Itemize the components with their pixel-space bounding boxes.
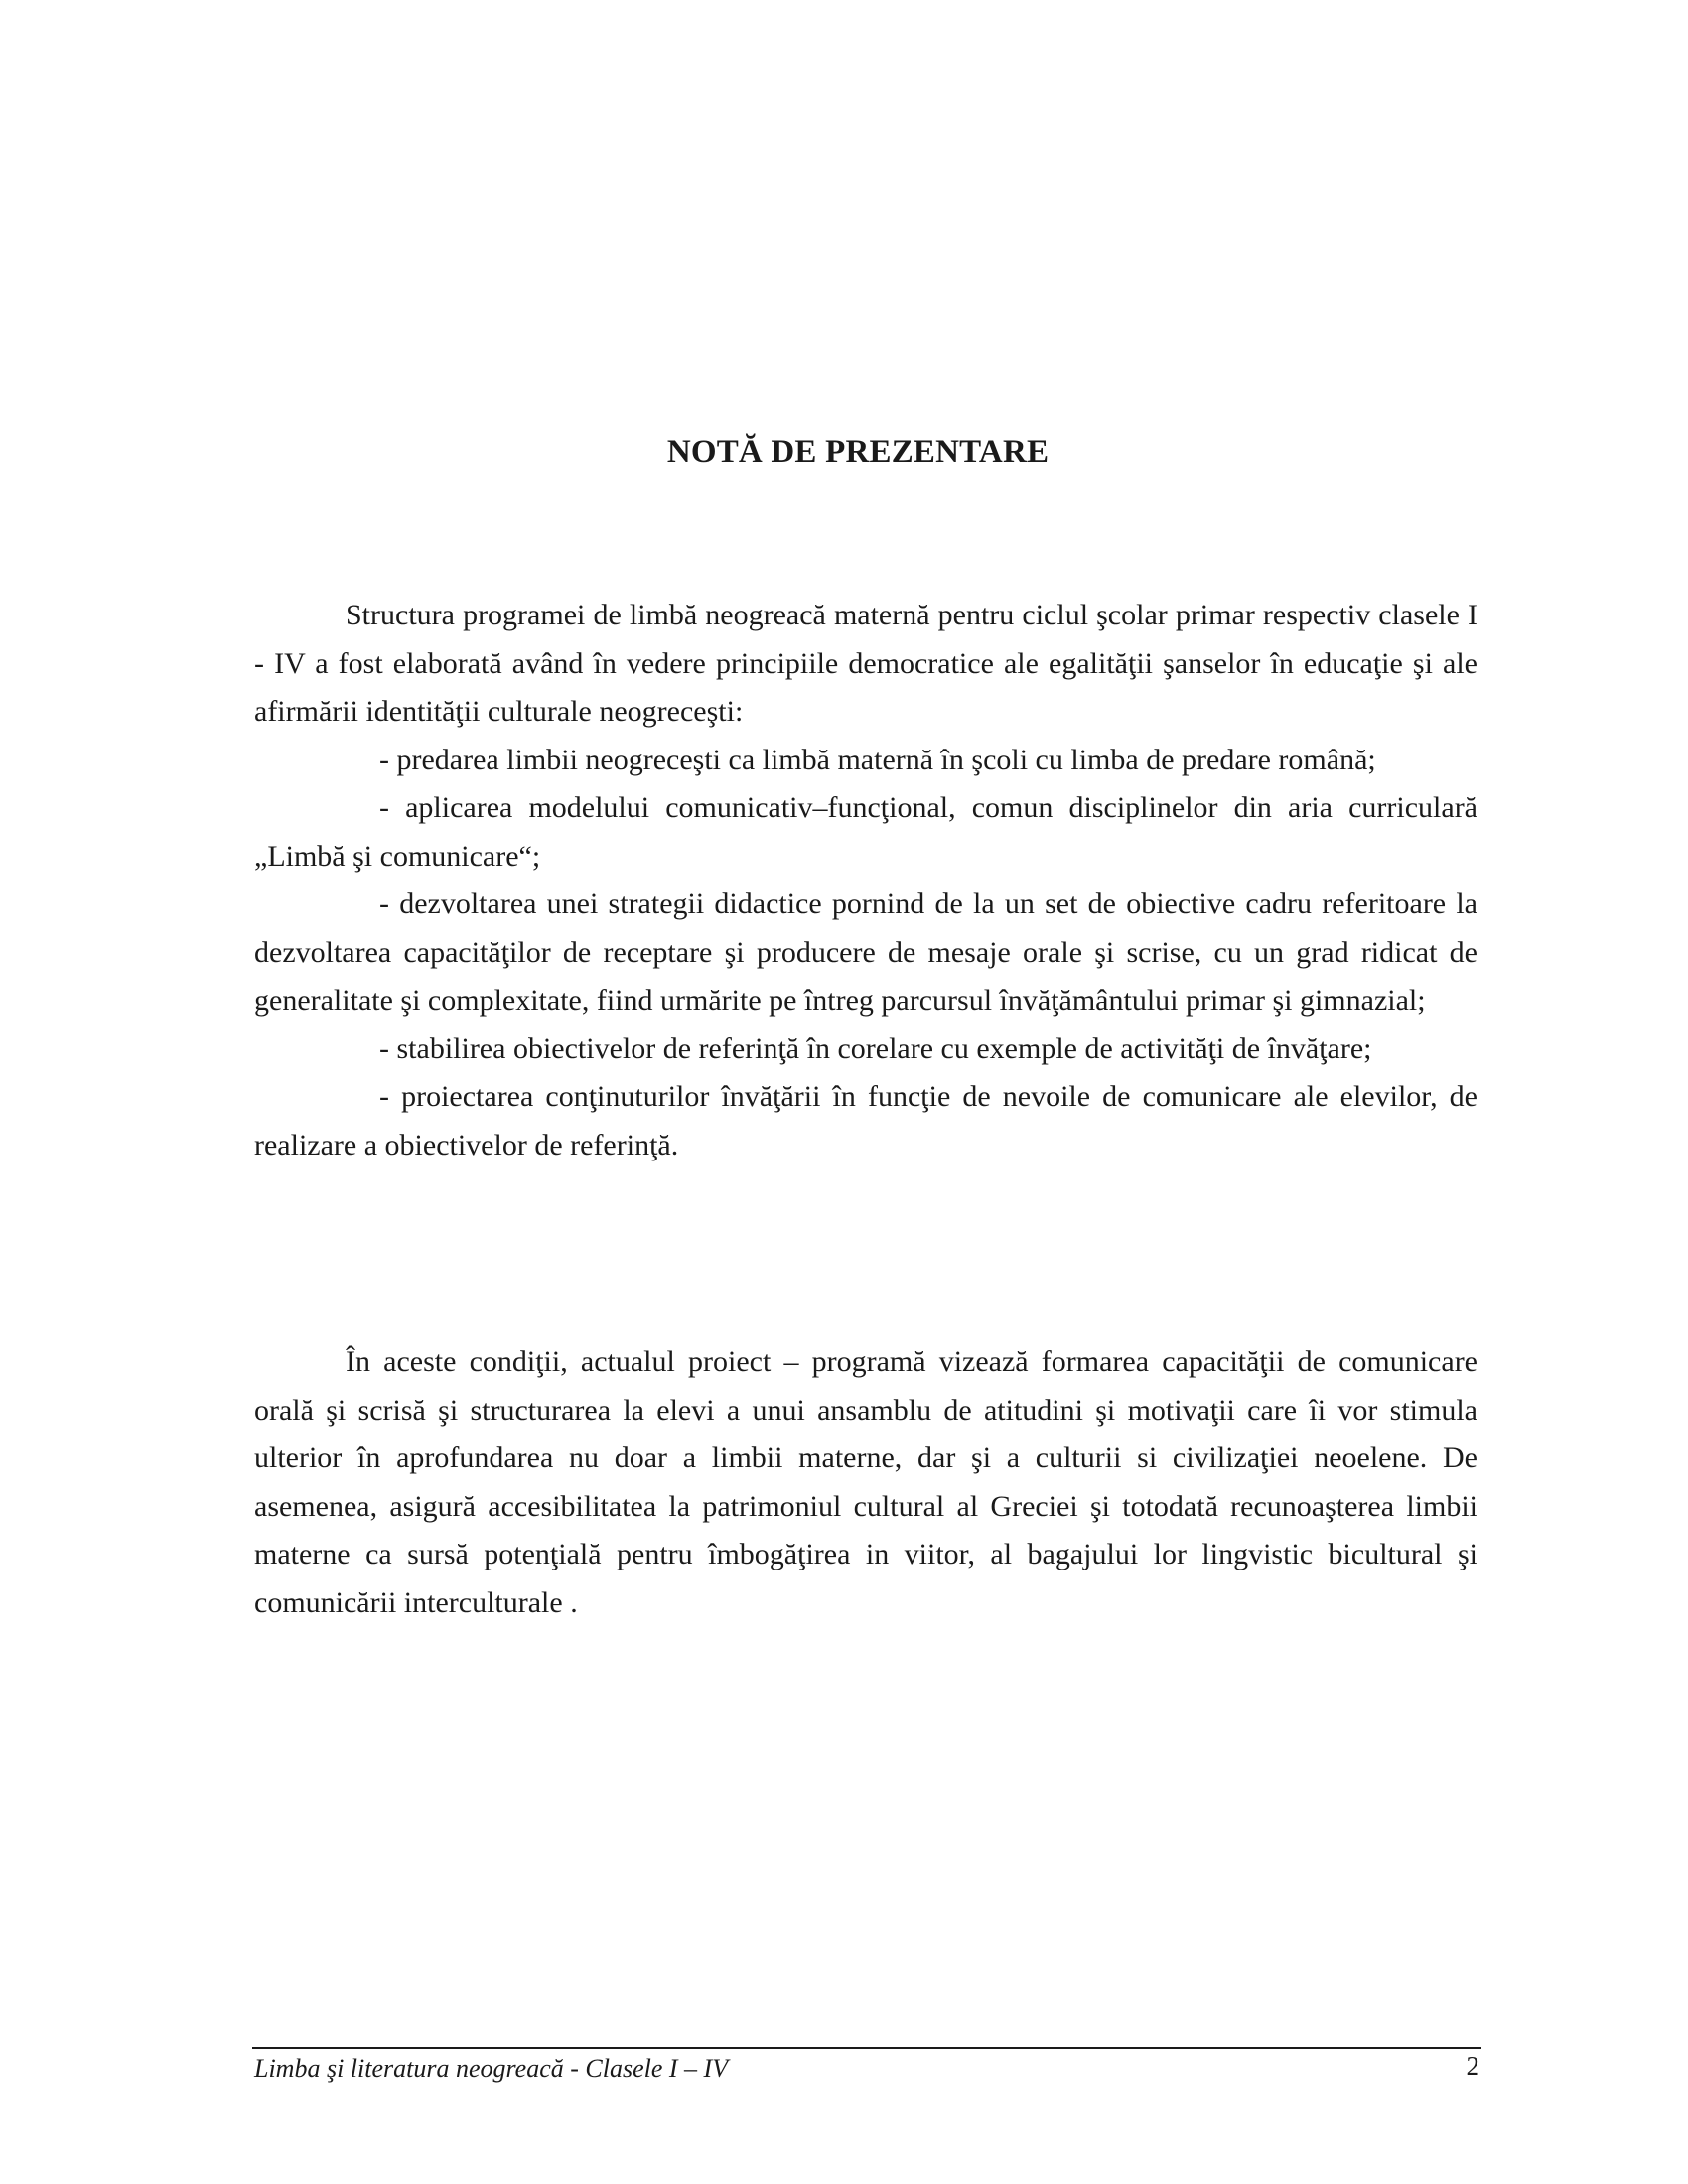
list-item: - dezvoltarea unei strategii didactice pornind de la un set de obiective cadru referitoare la dezvoltarea capacităţilor de receptare şi producere de mesaje orale şi scrise, cu un grad ridicat de generalitate şi complexitate, fiind urmărite pe întreg parcursul învăţământului primar şi gimnazial;	[254, 887, 1477, 1017]
list-item: - predarea limbii neogreceşti ca limbă maternă în şcoli cu limba de predare română;	[379, 743, 1376, 776]
page-number: 2	[1466, 2051, 1479, 2081]
footer-text: Limba şi literatura neogreacă - Clasele I – IV	[254, 2054, 729, 2083]
intro-section	[254, 592, 1477, 1169]
intro-paragraph: Structura programei de limbă neogreacă maternă pentru ciclul şcolar primar respectiv clasele I - IV a fost elaborată având în vedere principiile democratice ale egalităţii şanselor în educaţie şi ale afirmării identităţii culturale neogreceşti:	[254, 599, 1477, 728]
conclusion-section	[254, 1338, 1477, 1627]
page-title: NOTĂ DE PREZENTARE	[666, 434, 1050, 470]
list-item: - aplicarea modelului comunicativ–funcţional, comun disciplinelor din aria curriculară „Limbă şi comunicare“;	[254, 791, 1477, 873]
list-item: - stabilirea obiectivelor de referinţă în corelare cu exemple de activităţi de învăţare;	[379, 1031, 1372, 1065]
list-item: - proiectarea conţinuturilor învăţării în funcţie de nevoile de comunicare ale elevilor, de realizare a obiectivelor de referinţă.	[254, 1080, 1477, 1161]
footer-divider	[252, 2047, 1481, 2049]
conclusion-paragraph: În aceste condiţii, actualul proiect – programă vizează formarea capacităţii de comunicare orală şi scrisă şi structurarea la elevi a unui ansamblu de atitudini şi motivaţii care îi vor stimula ulterior în aprofundarea nu doar a limbii materne, dar şi a culturii si civilizaţiei neoelene. De asemenea, asigură accesibilitatea la patrimoniul cultural al Greciei şi totodată recunoaşterea limbii materne ca sursă potenţială pentru îmbogăţirea in viitor, al bagajului lor lingvistic bicultural şi comunicării interculturale .	[254, 1345, 1477, 1619]
